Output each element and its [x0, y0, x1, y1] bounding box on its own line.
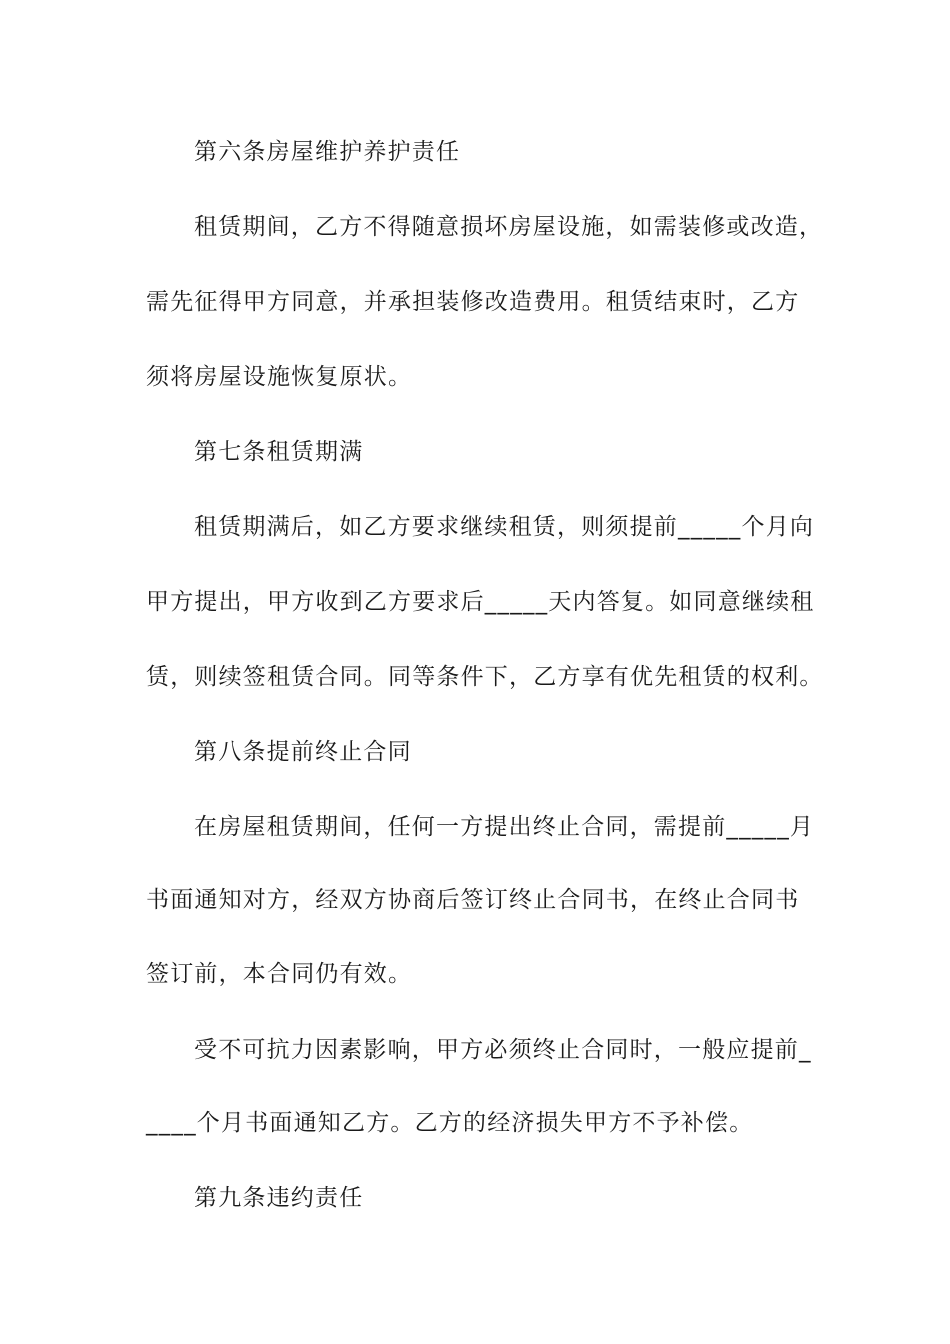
- article-8-para2-line-1: 受不可抗力因素影响，甲方必须终止合同时，一般应提前_: [194, 1037, 812, 1063]
- article-8-para-line-2: 书面通知对方，经双方协商后签订终止合同书，在终止合同书: [146, 887, 800, 913]
- article-9-heading: 第九条违约责任: [194, 1185, 364, 1211]
- article-8-heading: 第八条提前终止合同: [194, 739, 412, 765]
- article-8-para-line-3: 签订前，本合同仍有效。: [146, 961, 413, 987]
- article-6-para-line-1: 租赁期间，乙方不得随意损坏房屋设施，如需装修或改造，: [194, 214, 824, 240]
- article-7-para-line-3: 赁，则续签租赁合同。同等条件下，乙方享有优先租赁的权利。: [146, 664, 824, 690]
- article-6-heading: 第六条房屋维护养护责任: [194, 139, 461, 165]
- article-7-para-line-1: 租赁期满后，如乙方要求继续租赁，则须提前_____个月向: [194, 514, 815, 540]
- article-6-para-line-2: 需先征得甲方同意，并承担装修改造费用。租赁结束时，乙方: [146, 289, 800, 315]
- article-7-para-line-2: 甲方提出，甲方收到乙方要求后_____天内答复。如同意继续租: [146, 589, 815, 615]
- article-7-heading: 第七条租赁期满: [194, 439, 364, 465]
- article-8-para2-line-2: ____个月书面通知乙方。乙方的经济损失甲方不予补偿。: [146, 1110, 754, 1136]
- article-6-para-line-3: 须将房屋设施恢复原状。: [146, 364, 413, 390]
- article-8-para-line-1: 在房屋租赁期间，任何一方提出终止合同，需提前_____月: [194, 814, 815, 840]
